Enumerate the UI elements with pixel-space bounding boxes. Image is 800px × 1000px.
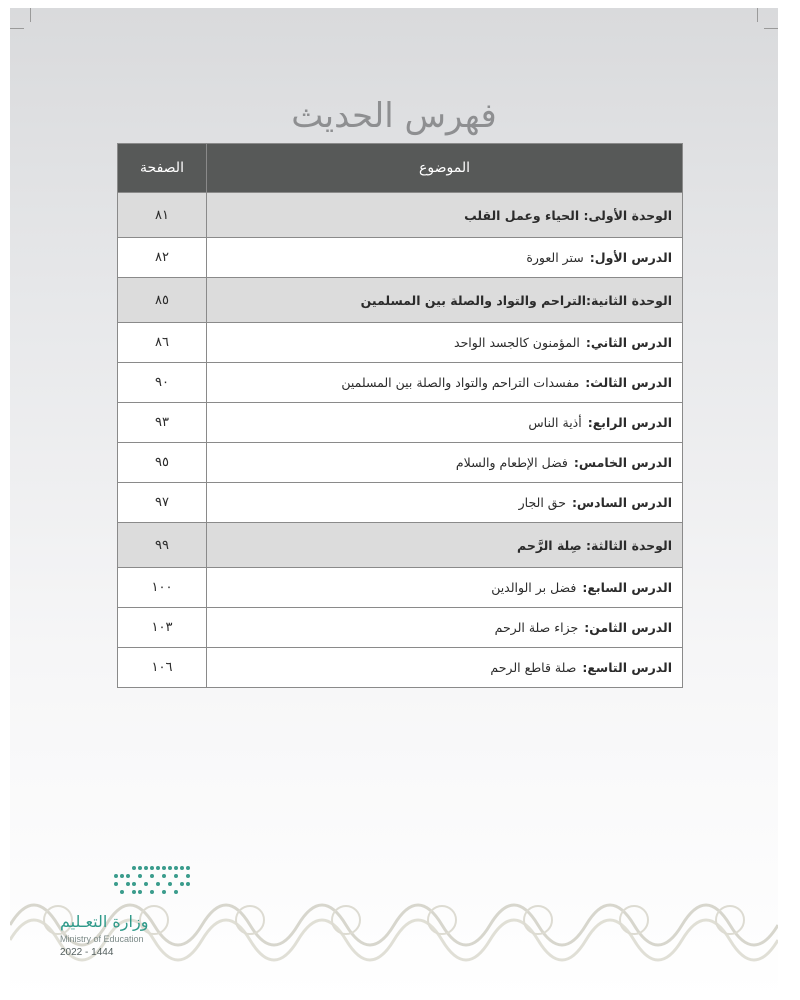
- contents-table: [117, 143, 683, 688]
- row-topic: فضل بر الوالدين: [491, 580, 577, 595]
- lesson-label: الدرس الخامس:: [573, 455, 672, 470]
- row-topic: ستر العورة: [526, 250, 584, 265]
- page-number: ٨٦: [118, 323, 207, 363]
- row-topic: مفسدات التراحم والتواد والصلة بين المسلمين: [341, 375, 580, 390]
- ministry-name-arabic: وزارة التعـليم: [60, 912, 149, 931]
- table-row: [118, 648, 683, 688]
- row-topic: أذية الناس: [528, 415, 582, 430]
- page-number: ١٠٠: [118, 568, 207, 608]
- lesson-label: الدرس التاسع:: [582, 660, 672, 675]
- ministry-logo-icon: [40, 856, 200, 906]
- page-number: ٩٠: [118, 363, 207, 403]
- crop-mark: [10, 28, 24, 29]
- table-row: [118, 238, 683, 278]
- crop-mark: [764, 28, 778, 29]
- edition-year: 2022 - 1444: [60, 947, 114, 958]
- lesson-label: الدرس السابع:: [582, 580, 672, 595]
- page-number: ١٠٣: [118, 608, 207, 648]
- table-row: [118, 608, 683, 648]
- page-number: ١٠٦: [118, 648, 207, 688]
- row-topic: جزاء صلة الرحم: [494, 620, 579, 635]
- document-page: [10, 8, 778, 1000]
- lesson-label: الدرس السادس:: [571, 495, 672, 510]
- unit-label: الوحدة الثانية:التراحم والتواد والصلة بين المسلمين: [360, 292, 672, 308]
- table-row: [118, 363, 683, 403]
- unit-label: الوحدة الثالثة: صِلة الرَّحم: [517, 537, 672, 553]
- lesson-label: الدرس الرابع:: [587, 415, 672, 430]
- page-number: ٨٥: [118, 278, 207, 323]
- row-topic: المؤمنون كالجسد الواحد: [454, 335, 580, 350]
- topic-column-header: الموضوع: [207, 144, 683, 193]
- table-row: [118, 568, 683, 608]
- table-header-row: [118, 144, 683, 193]
- unit-label: الوحدة الأولى: الحياء وعمل القلب: [464, 207, 672, 223]
- page-number: ٩٣: [118, 403, 207, 443]
- page-number: ٩٥: [118, 443, 207, 483]
- table-row: [118, 483, 683, 523]
- page-number: ٨١: [118, 193, 207, 238]
- table-row: [118, 523, 683, 568]
- lesson-label: الدرس الأول:: [589, 250, 672, 265]
- page-column-header: الصفحة: [118, 144, 207, 193]
- lesson-label: الدرس الثالث:: [585, 375, 672, 390]
- lesson-label: الدرس الثاني:: [585, 335, 672, 350]
- lesson-label: الدرس الثامن:: [584, 620, 672, 635]
- crop-mark: [757, 8, 758, 22]
- row-topic: صلة قاطع الرحم: [490, 660, 577, 675]
- table-row: [118, 403, 683, 443]
- ministry-name-english: Ministry of Education: [60, 934, 144, 944]
- page-number: ٩٧: [118, 483, 207, 523]
- table-row: [118, 443, 683, 483]
- crop-mark: [30, 8, 31, 22]
- page-title: فهرس الحديث: [291, 96, 497, 136]
- row-topic: فضل الإطعام والسلام: [455, 455, 568, 470]
- page-number: ٩٩: [118, 523, 207, 568]
- table-row: [118, 278, 683, 323]
- page-number: ٨٢: [118, 238, 207, 278]
- row-topic: حق الجار: [518, 495, 566, 510]
- table-row: [118, 193, 683, 238]
- table-row: [118, 323, 683, 363]
